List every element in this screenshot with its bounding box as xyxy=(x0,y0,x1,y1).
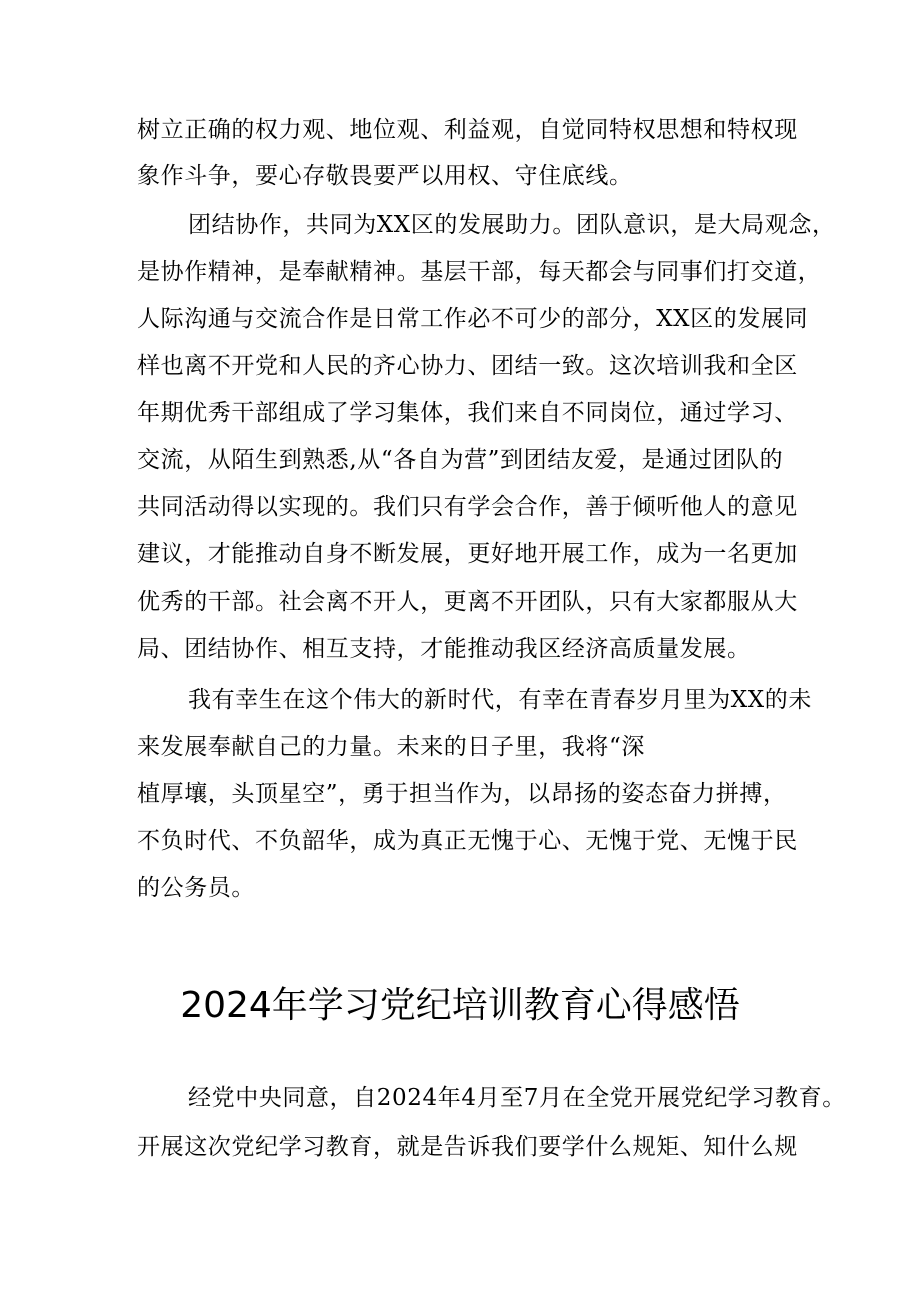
section-title: 2024年学习党纪培训教育心得感悟 xyxy=(180,985,740,1026)
paragraph-3-line-3: 植厚壤，头顶星空”，勇于担当作为，以昂扬的姿态奋力拼搏， xyxy=(137,781,787,807)
paragraph-2-line-6: 交流，从陌生到熟悉,从“各自为营”到团结友爱，是通过团队的 xyxy=(137,447,784,473)
paragraph-2-line-3: 人际沟通与交流合作是日常工作必不可少的部分，XX区的发展同 xyxy=(137,306,809,332)
paragraph-2-line-7: 共同活动得以实现的。我们只有学会合作，善于倾听他人的意见 xyxy=(137,494,798,520)
paragraph-3-line-4: 不负时代、不负韶华，成为真正无愧于心、无愧于党、无愧于民 xyxy=(137,828,798,854)
paragraph-3-line-2: 来发展奉献自己的力量。未来的日子里，我将“深 xyxy=(137,734,645,760)
paragraph-2-line-2: 是协作精神，是奉献精神。基层干部，每天都会与同事们打交道， xyxy=(137,259,822,285)
paragraph-2-line-10: 局、团结协作、相互支持，才能推动我区经济高质量发展。 xyxy=(137,636,751,662)
paragraph-4-line-2: 开展这次党纪学习教育，就是告诉我们要学什么规矩、知什么规 xyxy=(137,1134,798,1160)
paragraph-3-line-1: 我有幸生在这个伟大的新时代，有幸在青春岁月里为XX的未 xyxy=(188,687,812,713)
paragraph-2-line-4: 样也离不开党和人民的齐心协力、团结一致。这次培训我和全区 xyxy=(137,353,798,379)
paragraph-2-line-5: 年期优秀干部组成了学习集体，我们来自不同岗位，通过学习、 xyxy=(137,400,798,426)
paragraph-2-line-9: 优秀的干部。社会离不开人，更离不开团队，只有大家都服从大 xyxy=(137,589,798,615)
paragraph-4-line-1: 经党中央同意，自2024年4月至7月在全党开展党纪学习教育。 xyxy=(188,1085,846,1111)
paragraph-2-line-1: 团结协作，共同为XX区的发展助力。团队意识，是大局观念， xyxy=(188,212,836,238)
paragraph-1-line-1: 树立正确的权力观、地位观、利益观，自觉同特权思想和特权现 xyxy=(137,117,798,143)
paragraph-1-line-2: 象作斗争，要心存敬畏要严以用权、守住底线。 xyxy=(137,163,633,189)
paragraph-3-line-5: 的公务员。 xyxy=(137,875,255,901)
paragraph-2-line-8: 建议，才能推动自身不断发展，更好地开展工作，成为一名更加 xyxy=(137,541,798,567)
